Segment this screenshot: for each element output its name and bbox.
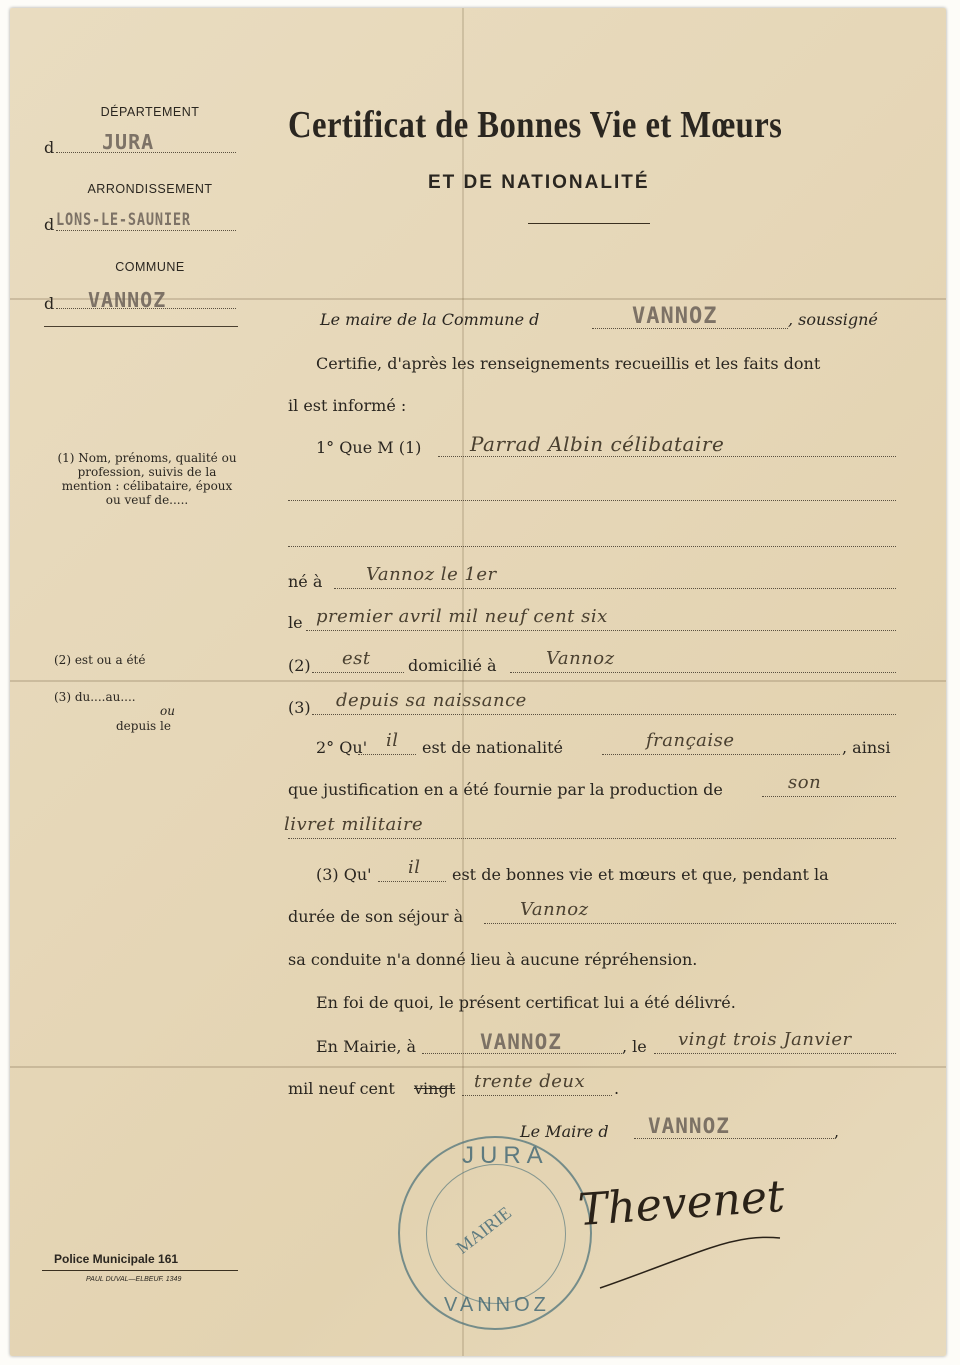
since-label: (3) <box>288 698 311 717</box>
dom-text: domicilié à <box>408 656 497 675</box>
item2-label: 2° Qu' <box>316 738 368 757</box>
certifie-text: Certifie, d'après les renseignements recueillis et les faits dont <box>316 354 821 373</box>
seal-bottom-text: VANNOZ <box>444 1294 550 1316</box>
note-2: (2) est ou a été <box>54 653 146 667</box>
fold-line <box>10 680 946 682</box>
signature-flourish-icon <box>590 1218 790 1298</box>
sidebar-divider <box>44 326 238 327</box>
item3-pronoun: il <box>408 857 421 878</box>
certificate-paper <box>10 8 946 1356</box>
prefix-d: d <box>44 215 55 234</box>
item3-text: est de bonnes vie et mœurs et que, pendant la <box>452 865 829 884</box>
justif-value: son <box>788 772 822 793</box>
mairie-prefix: En Mairie, à <box>316 1037 417 1056</box>
mairie-stamp: VANNOZ <box>480 1030 562 1054</box>
justif-text: que justification en a été fournie par la production de <box>288 780 723 799</box>
arrondissement-label: ARRONDISSEMENT <box>87 182 213 196</box>
departement-label: DÉPARTEMENT <box>100 105 200 119</box>
item2-suffix: , ainsi <box>842 738 891 757</box>
duree-value: Vannoz <box>520 899 589 920</box>
title-rule <box>528 223 650 224</box>
prefix-d: d <box>44 138 55 157</box>
dom-place: Vannoz <box>546 648 615 669</box>
since-value: depuis sa naissance <box>336 690 527 711</box>
maire-suffix: , soussigné <box>788 310 878 329</box>
page-subtitle: ET DE NATIONALITÉ <box>428 172 650 193</box>
signoff-stamp: VANNOZ <box>648 1114 730 1138</box>
item3-label: (3) Qu' <box>316 865 372 884</box>
item2-text: est de nationalité <box>422 738 563 757</box>
year-end: . <box>614 1079 620 1098</box>
commune-stamp: VANNOZ <box>88 288 167 312</box>
duree-text: durée de son séjour à <box>288 907 464 926</box>
signoff-text: Le Maire d <box>520 1122 609 1141</box>
year-value: trente deux <box>474 1071 586 1092</box>
mairie-date: vingt trois Janvier <box>678 1029 852 1050</box>
note-3a: (3) du....au.... <box>54 690 136 704</box>
item1-value: Parrad Albin célibataire <box>470 432 725 456</box>
ne-value: Vannoz le 1er <box>366 564 497 585</box>
item2-value: française <box>646 730 735 751</box>
prefix-d: d <box>44 294 55 313</box>
le-label: le <box>288 613 303 632</box>
mairie-le: , le <box>622 1037 647 1056</box>
footer-rule <box>42 1270 238 1271</box>
departement-stamp: JURA <box>102 130 155 154</box>
year-struck: vingt <box>414 1079 456 1098</box>
seal-center-text: MAIRIE <box>452 1202 516 1258</box>
ne-label: né à <box>288 572 323 591</box>
dom-label: (2) <box>288 656 311 675</box>
justif-value2: livret militaire <box>284 814 424 835</box>
arrondissement-stamp: LONS-LE-SAUNIER <box>56 210 191 230</box>
signoff-end: , <box>834 1122 840 1141</box>
informe-text: il est informé : <box>288 396 407 415</box>
commune-label: COMMUNE <box>115 260 185 274</box>
mairie-seal <box>398 1136 592 1330</box>
dom-value: est <box>342 648 371 669</box>
seal-top-text: JURA <box>462 1142 549 1169</box>
item2-pronoun: il <box>386 730 399 751</box>
note-1: (1) Nom, prénoms, qualité ou profession, suivis de la mention : célibataire, époux ou veuf de..... <box>57 451 237 507</box>
year-prefix: mil neuf cent <box>288 1079 395 1098</box>
footer-printer: PAUL DUVAL—ELBEUF. 1349 <box>86 1276 182 1283</box>
mayor-signature: Thevenet <box>576 1170 787 1237</box>
conduite-text: sa conduite n'a donné lieu à aucune répréhension. <box>288 950 698 969</box>
note-3c: depuis le <box>116 719 171 733</box>
item1-label: 1° Que M (1) <box>316 438 422 457</box>
foi-text: En foi de quoi, le présent certificat lui a été délivré. <box>316 993 736 1012</box>
footer-title: Police Municipale 161 <box>54 1252 179 1266</box>
fold-line <box>10 1066 946 1068</box>
note-3b: ou <box>160 704 175 718</box>
le-value: premier avril mil neuf cent six <box>316 606 608 627</box>
page-title: Certificat de Bonnes Vie et Mœurs <box>288 104 783 146</box>
maire-prefix: Le maire de la Commune d <box>320 310 540 329</box>
maire-stamp: VANNOZ <box>632 304 718 329</box>
